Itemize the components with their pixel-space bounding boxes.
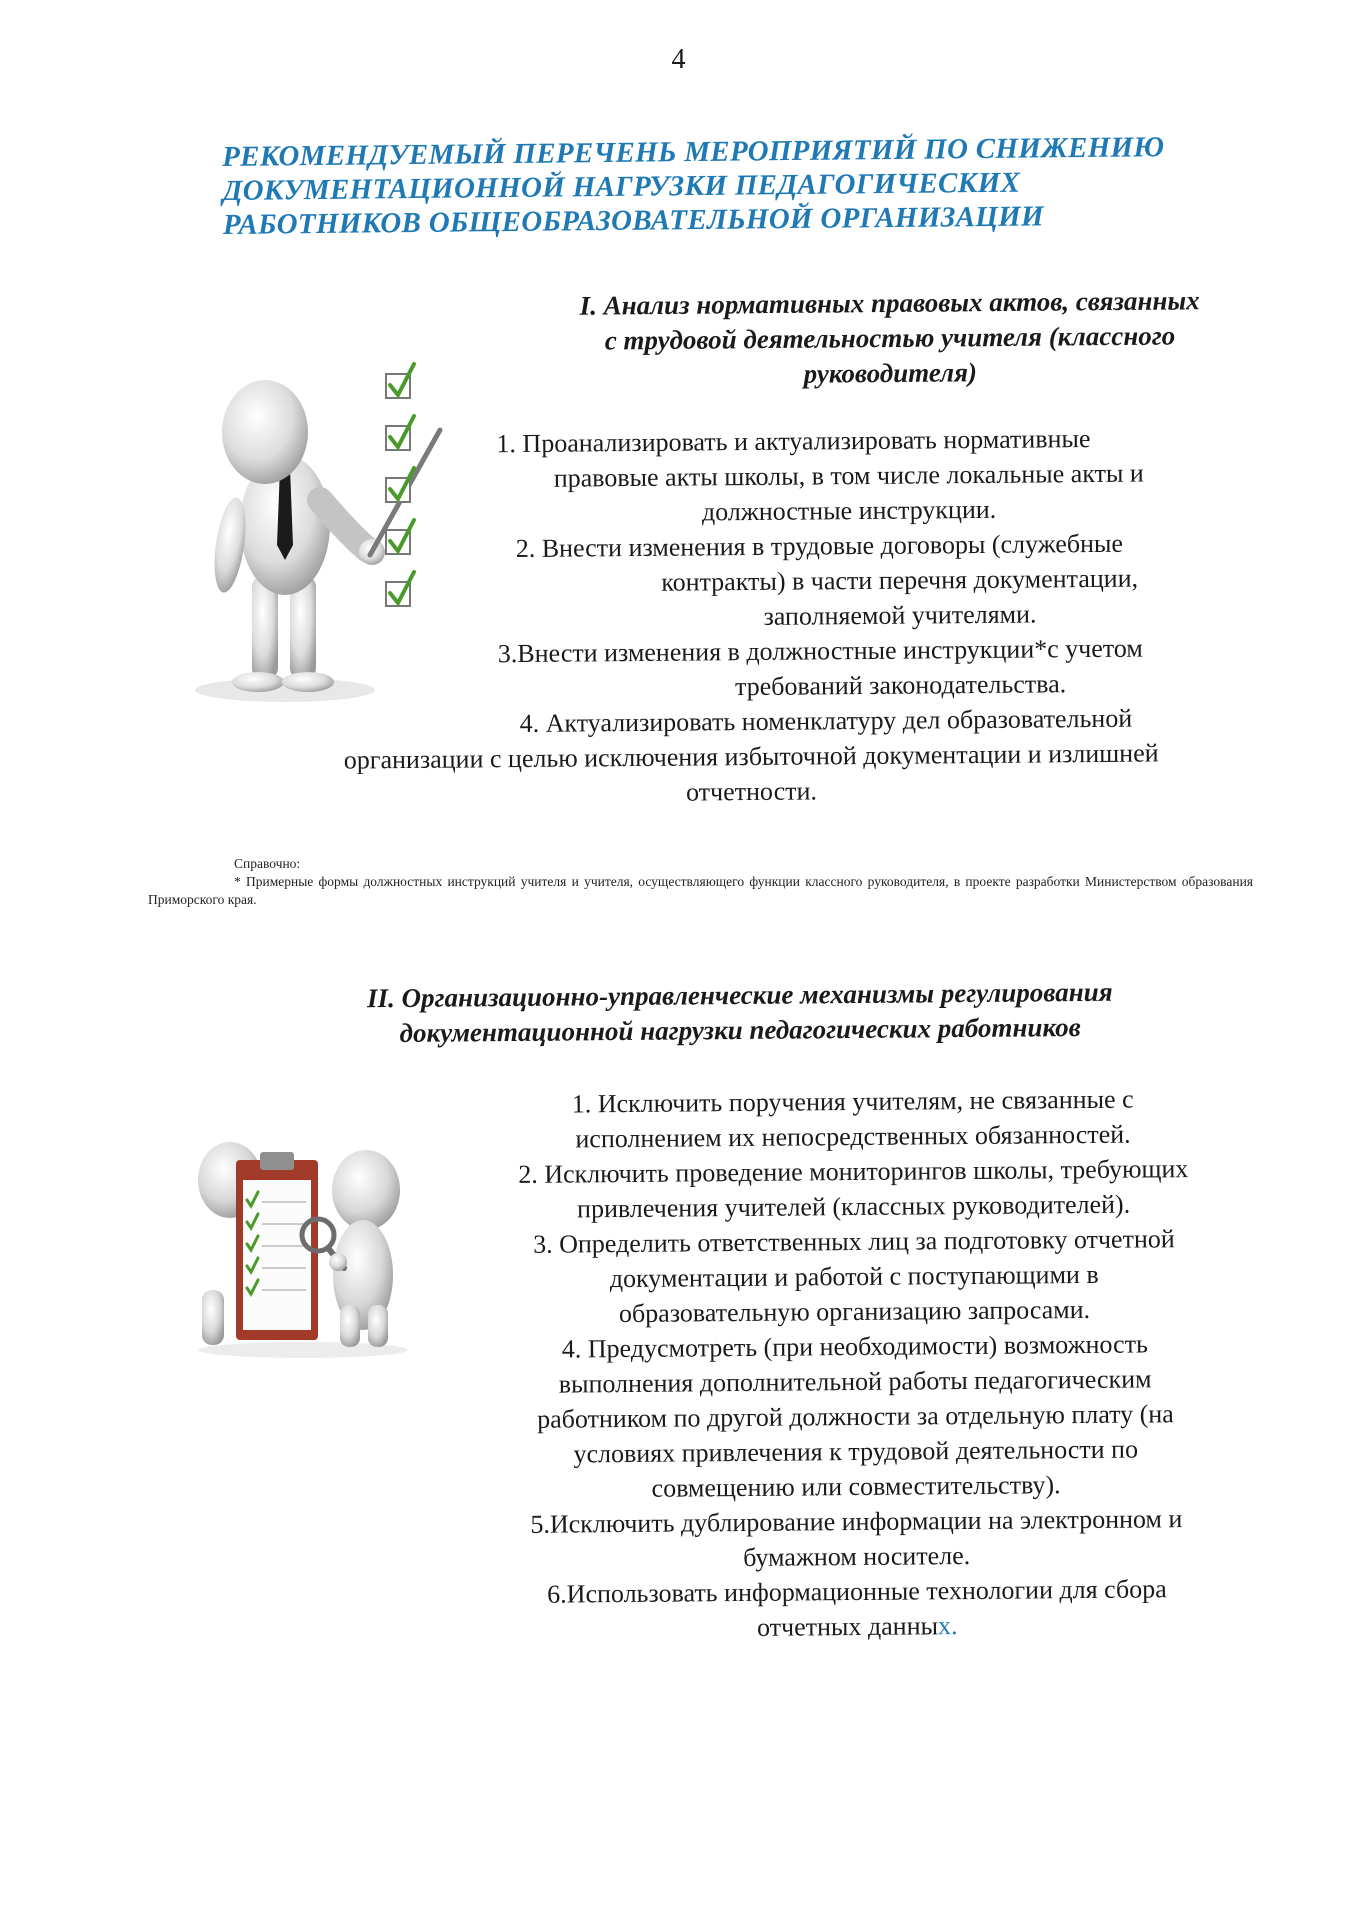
list-line: 4. Предусмотреть (при необходимости) возможность	[561, 1329, 1148, 1364]
heading-line: с трудовой деятельностью учителя (классного	[604, 320, 1176, 356]
heading-line: II. Организационно-управленческие механизмы регулирования	[366, 976, 1113, 1014]
list-line-last	[442, 1605, 1272, 1647]
list-line: правовые акты школы, в том числе локальные акты и	[553, 458, 1144, 493]
list-line: бумажном носителе.	[743, 1541, 971, 1572]
list-line: 3.Внести изменения в должностные инструкции*с учетом	[497, 633, 1143, 669]
heading-line: руководителя)	[803, 357, 978, 389]
section1-list	[248, 420, 1251, 814]
title-line: ДОКУМЕНТАЦИОННОЙ НАГРУЗКИ ПЕДАГОГИЧЕСКИХ	[222, 166, 1021, 207]
list-line: документации и работой с поступающими в	[609, 1259, 1099, 1294]
list-line: 1. Проанализировать и актуализировать нормативные	[496, 424, 1091, 459]
check-icon	[386, 364, 414, 398]
list-line: должностные инструкции.	[701, 494, 997, 527]
reference-note	[148, 855, 1253, 909]
title-line: РЕКОМЕНДУЕМЫЙ ПЕРЕЧЕНЬ МЕРОПРИЯТИЙ ПО СНИЖЕНИЮ	[222, 131, 1165, 173]
page-number: 4	[671, 44, 686, 75]
heading-line: I. Анализ нормативных правовых актов, связанных	[579, 285, 1200, 321]
list-line: требований законодательства.	[734, 669, 1067, 702]
list-line: исполнением их непосредственных обязанностей.	[575, 1119, 1131, 1154]
list-line: контракты) в части перечня документации,	[661, 563, 1139, 597]
section2-heading	[290, 974, 1191, 1052]
list-line: 2. Исключить проведение мониторингов школы, требующих	[518, 1154, 1189, 1189]
list-line: 2. Внести изменения в трудовые договоры (служебные	[515, 528, 1124, 564]
list-line: условиях привлечения к трудовой деятельности по	[573, 1434, 1139, 1469]
list-line: работником по другой должности за отдельную плату (на	[537, 1399, 1174, 1434]
title-line: РАБОТНИКОВ ОБЩЕОБРАЗОВАТЕЛЬНОЙ ОРГАНИЗАЦИИ	[222, 200, 1045, 241]
note-label: Справочно:	[234, 856, 301, 871]
list-line: 5.Исключить дублирование информации на электронном и	[530, 1504, 1183, 1539]
list-line-text: отчетных данны	[756, 1611, 939, 1642]
list-line: выполнения дополнительной работы педагогическим	[558, 1364, 1152, 1399]
list-line: заполняемой учителями.	[763, 599, 1037, 631]
section1-heading	[510, 283, 1271, 395]
heading-line: документационной нагрузки педагогических работников	[399, 1012, 1081, 1048]
list-line: образовательную организацию запросами.	[618, 1294, 1091, 1329]
list-line: привлечения учителей (классных руководителей).	[576, 1189, 1131, 1224]
list-line: совмещению или совместительству).	[651, 1470, 1061, 1503]
note-text: * Примерные формы должностных инструкций учителя и учителя, осуществляющего функции классного руководителя, в проекте разработки Министерством образования Приморского края.	[148, 874, 1253, 907]
list-line: организации с целью исключения избыточной документации и излишней	[343, 738, 1159, 775]
list-line: 3. Определить ответственных лиц за подготовку отчетной	[533, 1224, 1175, 1259]
list-line-accent: х.	[937, 1611, 958, 1641]
list-line: 4. Актуализировать номенклатуру дел образовательной	[519, 703, 1133, 739]
list-line: 1. Исключить поручения учителям, не связанные с	[571, 1084, 1134, 1119]
section2-list	[438, 1080, 1273, 1647]
list-line: отчетности.	[685, 776, 818, 807]
clipboard-figures-illustration	[188, 1140, 418, 1360]
document-title	[222, 130, 1223, 242]
list-line: 6.Использовать информационные технологии для сбора	[547, 1574, 1167, 1609]
